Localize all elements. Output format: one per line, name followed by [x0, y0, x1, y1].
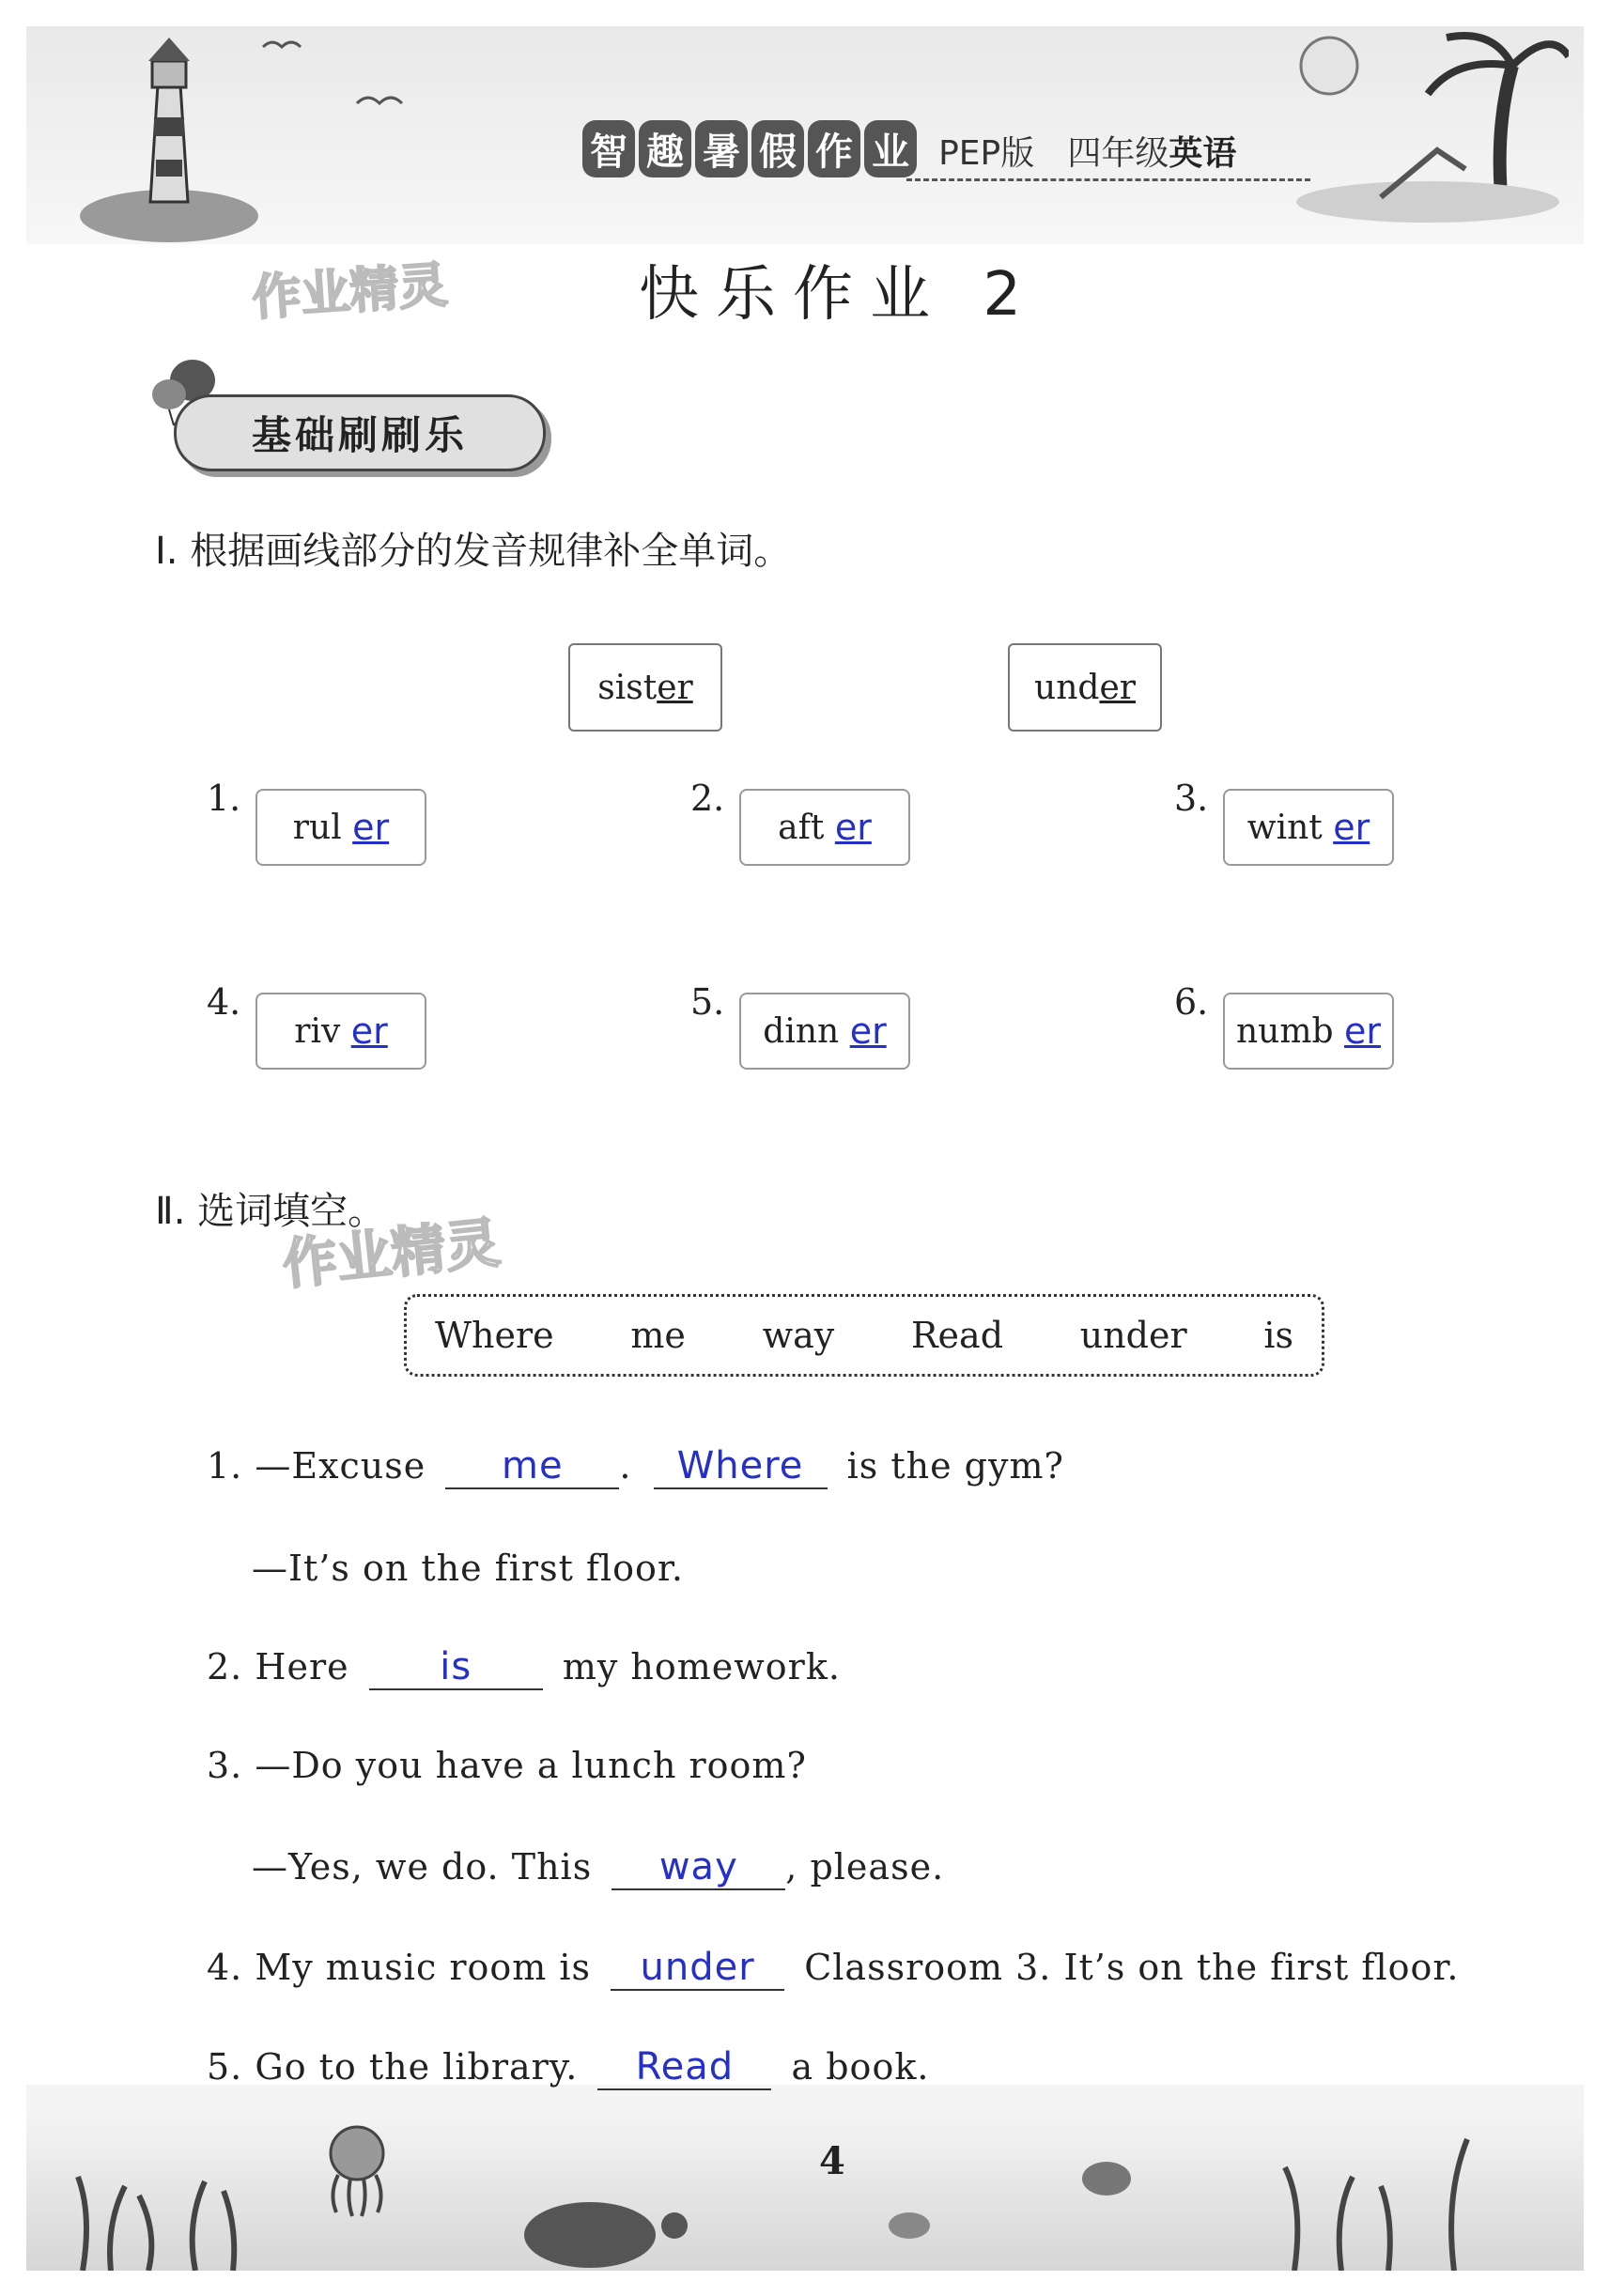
example-word-box — [1008, 643, 1162, 732]
word-box — [1223, 993, 1394, 1070]
part2-heading: Ⅱ. 选词填空。 — [155, 1190, 386, 1233]
item-number: 3. — [1174, 778, 1209, 819]
word-stem: rul — [292, 808, 342, 847]
watermark: 作业精灵 — [279, 1210, 503, 1297]
word-bank-item: way — [762, 1315, 835, 1356]
question-text: —Yes, we do. This — [252, 1846, 593, 1888]
answer-blank: me — [445, 1444, 619, 1489]
answer-blank: Read — [597, 2045, 771, 2090]
part1-heading: Ⅰ. 根据画线部分的发音规律补全单词。 — [155, 530, 792, 573]
word-stem: dinn — [763, 1011, 840, 1051]
beach-palm-illustration — [1287, 28, 1569, 225]
page-number: 4 — [819, 2139, 845, 2183]
lighthouse-illustration — [75, 28, 263, 244]
series-char: 业 — [864, 120, 917, 177]
question-text: a book. — [791, 2046, 930, 2088]
question-text: 5. Go to the library. — [207, 2046, 579, 2088]
word-bank-item: Read — [910, 1315, 1004, 1356]
item-number: 5. — [690, 981, 725, 1023]
content-area — [26, 244, 1584, 2085]
series-char: 作 — [808, 120, 860, 177]
answer-blank: under — [611, 1946, 784, 1991]
item-number: 6. — [1174, 981, 1209, 1023]
edition-label: PEP版 — [938, 134, 1035, 173]
question-text: 1. —Excuse — [207, 1445, 426, 1487]
series-title — [582, 120, 1236, 177]
answer-text: er — [849, 1010, 887, 1052]
example-stem: und — [1034, 668, 1100, 707]
grade-label: 四年级 — [1067, 134, 1169, 173]
question-1 — [207, 1444, 1064, 1489]
question-text: . — [619, 1445, 632, 1487]
word-box — [255, 993, 426, 1070]
question-text: 2. Here — [207, 1646, 349, 1687]
question-1-reply: —It’s on the first floor. — [252, 1548, 684, 1589]
word-box — [739, 993, 910, 1070]
subject-label: 英语 — [1169, 134, 1237, 173]
word-stem: numb — [1235, 1011, 1334, 1051]
question-5 — [207, 2045, 929, 2090]
word-box — [255, 789, 426, 866]
word-stem: aft — [778, 808, 825, 847]
word-box — [739, 789, 910, 866]
seagulls-icon — [254, 28, 441, 122]
question-text: 4. My music room is — [207, 1947, 592, 1988]
question-3: 3. —Do you have a lunch room? — [207, 1745, 807, 1786]
series-char: 智 — [582, 120, 635, 177]
question-4 — [207, 1946, 1459, 1991]
seabed-illustration — [26, 2113, 1584, 2271]
word-stem: wint — [1246, 808, 1323, 847]
word-bank — [404, 1294, 1324, 1377]
word-stem: riv — [294, 1011, 341, 1051]
answer-text: er — [352, 807, 390, 848]
example-underlined: er — [657, 668, 693, 707]
example-word-box — [568, 643, 722, 732]
example-stem: sist — [597, 668, 658, 707]
word-bank-item: is — [1263, 1315, 1293, 1356]
question-3-reply — [252, 1845, 944, 1890]
question-text: , please. — [785, 1846, 945, 1888]
word-box — [1223, 789, 1394, 866]
question-text: my homework. — [562, 1646, 841, 1687]
header-divider — [906, 178, 1310, 181]
page-title: 快乐作业 2 — [639, 260, 1039, 330]
example-underlined: er — [1099, 668, 1136, 707]
series-char: 假 — [751, 120, 804, 177]
question-text: Classroom 3. It’s on the first floor. — [804, 1947, 1460, 1988]
item-number: 4. — [207, 981, 241, 1023]
item-number: 1. — [207, 778, 241, 819]
answer-blank: Where — [654, 1444, 828, 1489]
answer-blank: way — [611, 1845, 785, 1890]
series-char: 暑 — [695, 120, 748, 177]
question-text: is the gym? — [846, 1445, 1064, 1487]
word-bank-item: under — [1079, 1315, 1187, 1356]
item-number: 2. — [690, 778, 725, 819]
answer-text: er — [350, 1010, 388, 1052]
watermark: 作业精灵 — [250, 256, 450, 328]
answer-blank: is — [369, 1645, 543, 1690]
question-2 — [207, 1645, 841, 1690]
section-badge: 基础刷刷乐 — [174, 394, 546, 471]
answer-text: er — [1333, 807, 1370, 848]
octopus-icon — [315, 2120, 399, 2224]
answer-text: er — [834, 807, 872, 848]
answer-text: er — [1344, 1010, 1382, 1052]
word-bank-item: me — [630, 1315, 686, 1356]
word-bank-item: Where — [435, 1315, 554, 1356]
series-char: 趣 — [639, 120, 691, 177]
